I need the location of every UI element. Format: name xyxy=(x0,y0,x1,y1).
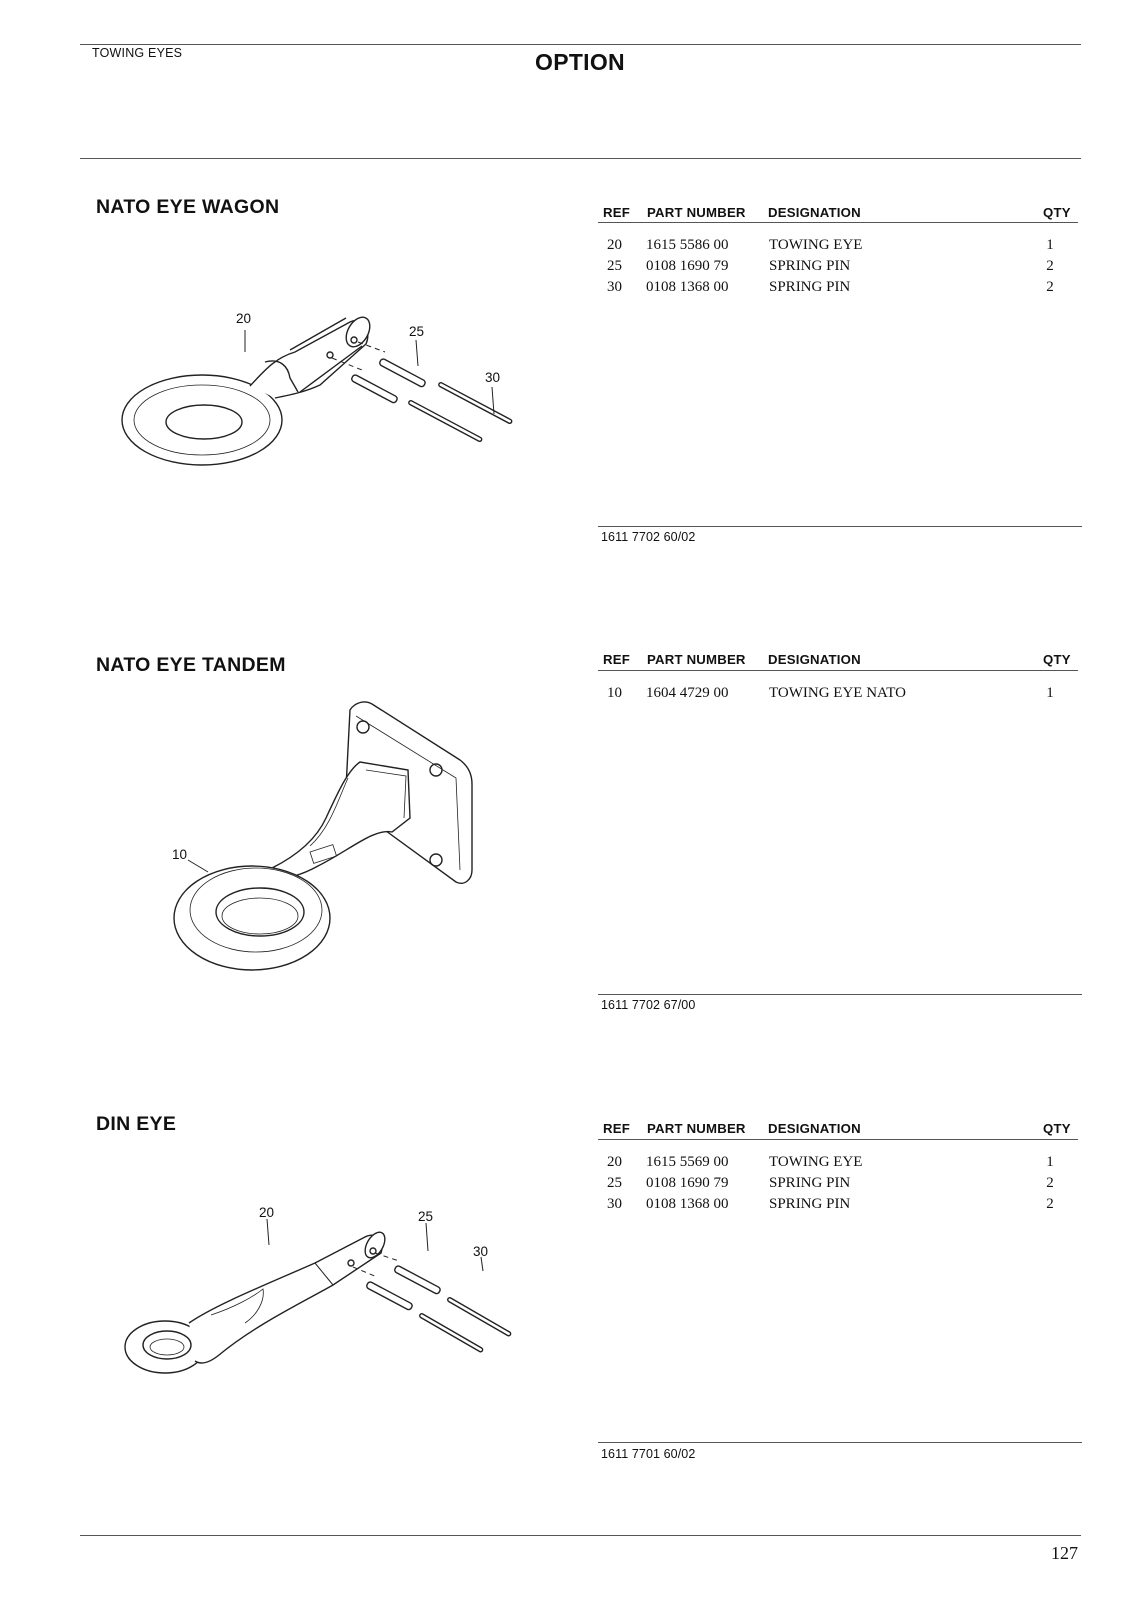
nato-eye-wagon-illustration xyxy=(100,300,540,500)
cell-ref: 20 xyxy=(607,237,622,253)
cell-part-number: 0108 1690 79 xyxy=(646,1175,729,1191)
th-part-number: PART NUMBER xyxy=(647,205,746,220)
cell-ref: 30 xyxy=(607,279,622,295)
cell-part-number: 0108 1690 79 xyxy=(646,258,729,274)
callout-20: 20 xyxy=(259,1205,275,1220)
group-bottom-rule xyxy=(598,1442,1082,1443)
cell-ref: 20 xyxy=(607,1154,622,1170)
cell-designation: TOWING EYE NATO xyxy=(769,685,906,701)
cell-qty: 1 xyxy=(1046,685,1054,701)
cell-qty: 2 xyxy=(1046,1175,1054,1191)
callout-25: 25 xyxy=(409,324,425,339)
cell-part-number: 0108 1368 00 xyxy=(646,1196,729,1212)
table-header-rule xyxy=(598,670,1078,671)
section-label: TOWING EYES xyxy=(92,46,183,60)
callout-20: 20 xyxy=(236,311,252,326)
callout-30: 30 xyxy=(473,1244,489,1259)
page-number: 127 xyxy=(1051,1543,1078,1563)
page-title: OPTION xyxy=(535,49,625,75)
cell-qty: 1 xyxy=(1046,237,1054,253)
cell-ref: 10 xyxy=(607,685,622,701)
th-designation: DESIGNATION xyxy=(768,652,861,667)
th-designation: DESIGNATION xyxy=(768,205,861,220)
th-part-number: PART NUMBER xyxy=(647,652,746,667)
illustration-code: 1611 7702 67/00 xyxy=(601,998,696,1012)
th-ref: REF xyxy=(603,205,630,220)
cell-qty: 2 xyxy=(1046,258,1054,274)
cell-part-number: 1615 5569 00 xyxy=(646,1154,729,1170)
cell-ref: 25 xyxy=(607,1175,622,1191)
illustration-code: 1611 7702 60/02 xyxy=(601,530,696,544)
cell-qty: 1 xyxy=(1046,1154,1054,1170)
cell-designation: SPRING PIN xyxy=(769,279,851,295)
cell-ref: 30 xyxy=(607,1196,622,1212)
cell-qty: 2 xyxy=(1046,279,1054,295)
th-ref: REF xyxy=(603,652,630,667)
cell-part-number: 0108 1368 00 xyxy=(646,279,729,295)
din-eye-illustration xyxy=(115,1205,535,1395)
cell-part-number: 1615 5586 00 xyxy=(646,237,729,253)
th-qty: QTY xyxy=(1043,1121,1071,1136)
nato-eye-tandem-illustration xyxy=(160,700,490,1000)
callout-10: 10 xyxy=(172,847,188,862)
th-part-number: PART NUMBER xyxy=(647,1121,746,1136)
callout-25: 25 xyxy=(418,1209,434,1224)
th-qty: QTY xyxy=(1043,205,1071,220)
table-header-rule xyxy=(598,1139,1078,1140)
group-title-din-eye: DIN EYE xyxy=(96,1113,177,1135)
header-bottom-rule xyxy=(80,158,1081,159)
footer-rule xyxy=(80,1535,1081,1536)
group-title-nato-eye-wagon: NATO EYE WAGON xyxy=(96,196,280,218)
cell-designation: SPRING PIN xyxy=(769,258,851,274)
cell-part-number: 1604 4729 00 xyxy=(646,685,729,701)
cell-qty: 2 xyxy=(1046,1196,1054,1212)
table-header-rule xyxy=(598,222,1078,223)
top-rule xyxy=(80,44,1081,45)
th-designation: DESIGNATION xyxy=(768,1121,861,1136)
group-bottom-rule xyxy=(598,526,1082,527)
cell-designation: SPRING PIN xyxy=(769,1175,851,1191)
callout-30: 30 xyxy=(485,370,501,385)
cell-ref: 25 xyxy=(607,258,622,274)
group-bottom-rule xyxy=(598,994,1082,995)
illustration-code: 1611 7701 60/02 xyxy=(601,1447,696,1461)
cell-designation: TOWING EYE xyxy=(769,1154,863,1170)
th-qty: QTY xyxy=(1043,652,1071,667)
th-ref: REF xyxy=(603,1121,630,1136)
cell-designation: SPRING PIN xyxy=(769,1196,851,1212)
cell-designation: TOWING EYE xyxy=(769,237,863,253)
group-title-nato-eye-tandem: NATO EYE TANDEM xyxy=(96,654,286,676)
